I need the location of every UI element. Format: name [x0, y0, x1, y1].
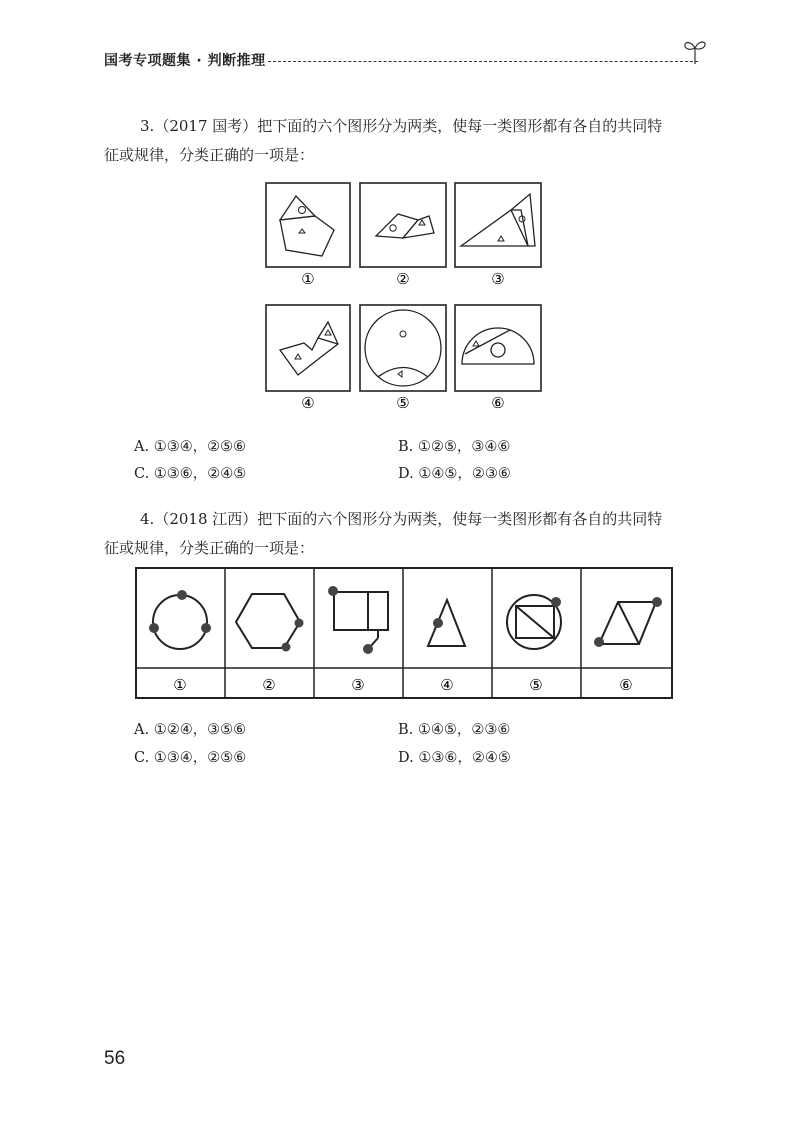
figure-label: ⑤	[529, 676, 543, 694]
question-number: 4.	[140, 510, 155, 528]
figure-label: ②	[262, 676, 276, 694]
question-source: （2017 国考）	[154, 117, 258, 135]
question-text-line2: 征或规律，分类正确的一项是：	[104, 146, 315, 164]
figure-label: ④	[440, 676, 454, 694]
figure-4-2	[236, 594, 304, 652]
figure-label: ④	[301, 394, 315, 412]
question-text-line1: 把下面的六个图形分为两类，使每一类图形都有各自的共同特	[257, 510, 663, 528]
figure-label: ⑥	[491, 394, 505, 412]
figure-3-2	[360, 183, 446, 267]
figure-label: ①	[301, 270, 315, 288]
option-B[interactable]: B. ①②⑤，③④⑥	[398, 439, 511, 455]
figure-4-3	[328, 586, 388, 654]
figure-label: ⑥	[619, 676, 633, 694]
page-number: 56	[104, 1048, 126, 1069]
question-4-stem	[104, 505, 714, 563]
option-C[interactable]: C. ①③④，②⑤⑥	[134, 750, 247, 766]
figure-4-5	[507, 595, 561, 649]
question-4-figures	[134, 566, 678, 702]
figure-label: ⑤	[396, 394, 410, 412]
figure-4-6	[594, 597, 662, 647]
option-C[interactable]: C. ①③⑥，②④⑤	[134, 466, 247, 482]
figure-label: ③	[351, 676, 365, 694]
figure-label: ②	[396, 270, 410, 288]
header-divider	[268, 61, 698, 62]
question-number: 3.	[140, 117, 155, 135]
figure-3-6	[455, 305, 541, 391]
figure-label: ③	[491, 270, 505, 288]
option-D[interactable]: D. ①③⑥，②④⑤	[398, 750, 511, 766]
question-source: （2018 江西）	[154, 510, 258, 528]
option-D[interactable]: D. ①④⑤，②③⑥	[398, 466, 511, 482]
option-B[interactable]: B. ①④⑤，②③⑥	[398, 722, 511, 738]
figure-3-4	[266, 305, 350, 391]
question-text-line2: 征或规律，分类正确的一项是：	[104, 539, 315, 557]
figure-4-4	[428, 600, 465, 646]
question-3-figures	[258, 180, 558, 415]
figure-3-3	[455, 183, 541, 267]
question-3-stem	[104, 112, 714, 170]
figure-3-5	[360, 305, 446, 391]
running-header: 国考专项题集 · 判断推理	[104, 53, 266, 69]
option-A[interactable]: A. ①②④，③⑤⑥	[134, 722, 247, 738]
option-A[interactable]: A. ①③④，②⑤⑥	[134, 439, 247, 455]
figure-4-1	[149, 590, 211, 649]
question-text-line1: 把下面的六个图形分为两类，使每一类图形都有各自的共同特	[257, 117, 663, 135]
sprout-icon	[682, 36, 708, 66]
figure-3-1	[266, 183, 350, 267]
figure-label: ①	[173, 676, 187, 694]
